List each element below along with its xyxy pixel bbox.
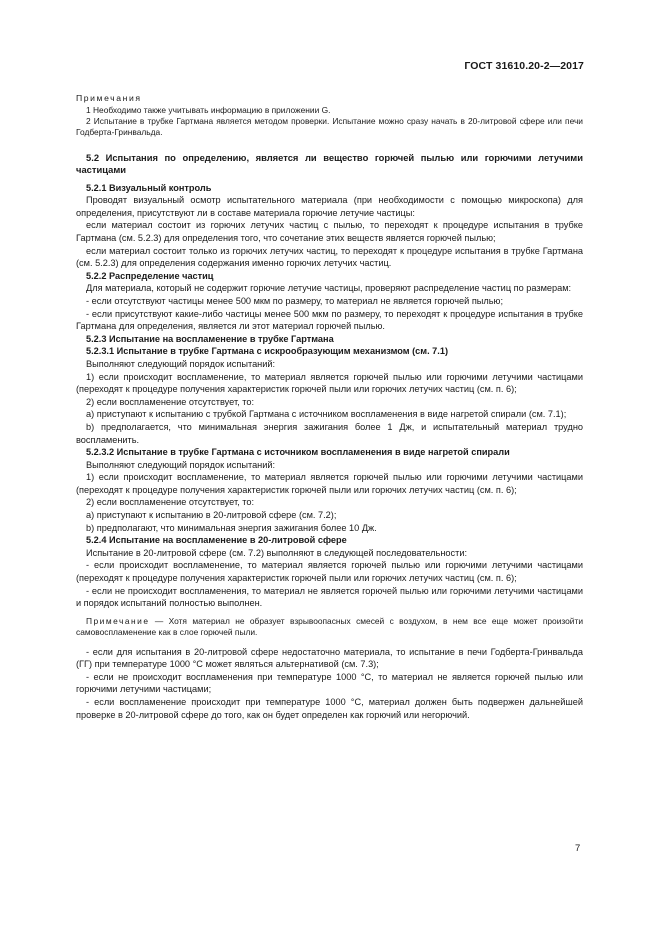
section-5-2-3-2-heading: 5.2.3.2 Испытание в трубке Гартмана с источником воспламенения в виде нагретой спирали (86, 447, 510, 458)
paragraph: Для материала, который не содержит горючие летучие частицы, проверяют распределение частиц по размерам: (86, 283, 572, 294)
paragraph: - если присутствуют какие-либо частицы менее 500 мкм по размеру, то переходят к процедуре испытания в трубке Гартмана для определения, является ли этот материал горючей пылью. (76, 308, 583, 332)
section-5-2-1-heading: 5.2.1 Визуальный контроль (86, 182, 212, 193)
paragraph: Выполняют следующий порядок испытаний: (86, 459, 276, 470)
paragraph: 2) если воспламенение отсутствует, то: (86, 497, 255, 508)
note-item: 2 Испытание в трубке Гартмана является методом проверки. Испытание можно сразу начать в 20-литровой сфере или печи Годберта-Гринвальда. (76, 116, 583, 138)
paragraph: Выполняют следующий порядок испытаний: (86, 358, 276, 369)
paragraph: если материал состоит из горючих летучих частиц с пылью, то переходят к процедуре испытания в трубке Гартмана (см. 5.2.3) для определения того, что сочетание этих веществ является горючей пылью; (76, 220, 583, 243)
paragraph: - если воспламенение происходит при температуре 1000 °С, материал должен быть подвержен дальнейшей проверке в 20-литровой сфере до того, как он будет определен как горючий или негорючий. (76, 697, 583, 720)
notes-label: Примечания (76, 93, 142, 103)
page-body (76, 92, 583, 721)
paragraph: - если не происходит воспламенения при температуре 1000 °С, то материал не является горючей пылью или горючими летучими частицами; (76, 671, 583, 695)
paragraph: если материал состоит только из горючих летучих частиц, то переходят к процедуре испытания в трубке Гартмана (см. 5.2.3) для определения содержания именно горючих летучих частиц. (76, 245, 583, 269)
paragraph: - если происходит воспламенение, то материал является горючей пылью или горючими летучими частицами (переходят к процедуре получения характеристик горючей пыли или горючих летучих частиц (см. п. 6); (76, 560, 583, 584)
paragraph: Проводят визуальный осмотр испытательного материала (при необходимости с помощью микроскопа) для определения, присутствуют ли в составе материала горючие летучие частицы: (76, 195, 583, 218)
section-5-2-3-1-heading: 5.2.3.1 Испытание в трубке Гартмана с искрообразующим механизмом (см. 7.1) (86, 346, 449, 357)
paragraph: 2) если воспламенение отсутствует, то: (86, 396, 255, 407)
section-5-2-3-heading: 5.2.3 Испытание на воспламенение в трубке Гартмана (86, 333, 334, 344)
paragraph: a) приступают к испытанию в 20-литровой сфере (см. 7.2); (86, 510, 337, 521)
page-number: 7 (575, 843, 581, 854)
paragraph: - если отсутствуют частицы менее 500 мкм по размеру, то материал не является горючей пылью; (86, 295, 503, 306)
paragraph: 1) если происходит воспламенение, то материал является горючей пылью или горючими летучими частицами (переходят к процедуре получения характеристик горючей пыли или горючих летучих частиц (см. п. 6); (76, 371, 583, 395)
section-5-2-heading: 5.2 Испытания по определению, является ли вещество горючей пылью или горючими летучими частицами (76, 151, 583, 176)
section-5-2-4-heading: 5.2.4 Испытание на воспламенение в 20-литровой сфере (86, 535, 347, 546)
paragraph: 1) если происходит воспламенение, то материал является горючей пылью или горючими летучими частицами (переходят к процедуре получения характеристик горючей пыли или горючих летучих частиц (см. п. 6); (76, 472, 583, 495)
paragraph: - если для испытания в 20-литровой сфере недостаточно материала, то испытание в печи Годберта-Гринвальда (ГГ) при температуре 1000 °С может являться альтернативой (см. 7.3); (76, 646, 583, 670)
section-note-label: Примечание (86, 615, 150, 626)
paragraph: b) предполагают, что минимальная энергия зажигания более 10 Дж. (86, 522, 377, 533)
section-note-text: — Хотя материал не образует взрывоопасных смесей с воздухом, в нем все еще может произойти самовоспламенение как в слое горючей пыли. (76, 615, 583, 638)
paragraph: b) предполагается, что минимальная энергия зажигания более 1 Дж, и испытательный материал трудно воспламенить. (76, 421, 583, 445)
section-note (76, 616, 583, 639)
paragraph: Испытание в 20-литровой сфере (см. 7.2) выполняют в следующей последовательности: (86, 547, 468, 558)
document-code: ГОСТ 31610.20-2—2017 (464, 60, 584, 72)
paragraph: a) приступают к испытанию с трубкой Гартмана с источником воспламенения в виде нагретой спирали (см. 7.1); (86, 409, 567, 420)
paragraph: - если не происходит воспламенения, то материал не является горючей пылью или горючими летучими частицами и порядок испытаний полностью выполнен. (76, 585, 583, 609)
note-item: 1 Необходимо также учитывать информацию в приложении G. (86, 104, 331, 115)
section-5-2-2-heading: 5.2.2 Распределение частиц (86, 270, 214, 281)
